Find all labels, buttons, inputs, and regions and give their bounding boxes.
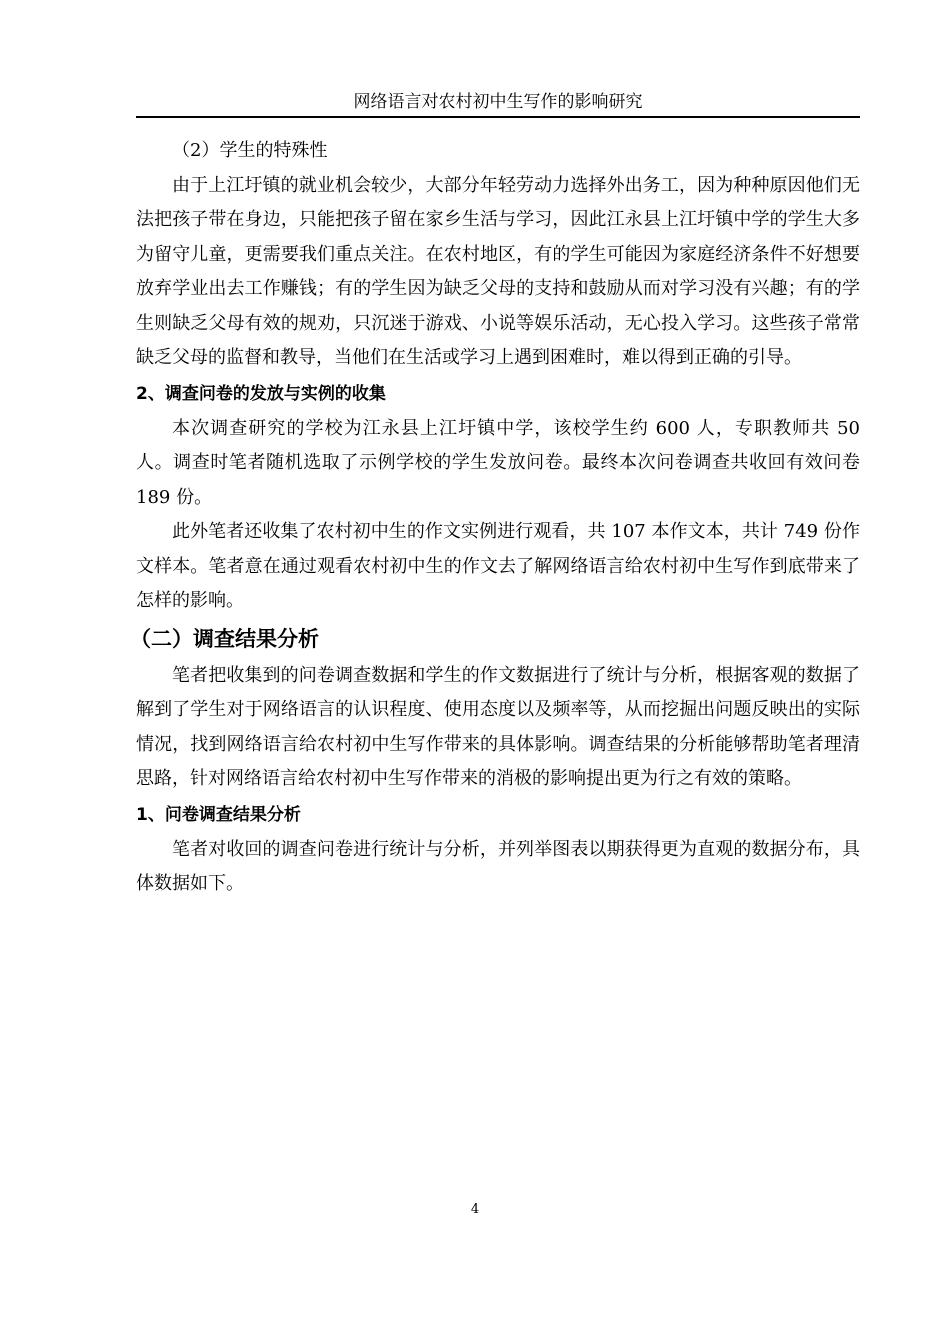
page-number: 4 xyxy=(470,1202,480,1217)
page-header xyxy=(136,88,860,118)
paragraph-results: 笔者对收回的调查问卷进行统计与分析，并列举图表以期获得更为直观的数据分布，具体数据如下。 xyxy=(136,838,860,894)
document-body xyxy=(130,134,860,902)
header-title: 网络语言对农村初中生写作的影响研究 xyxy=(353,92,643,112)
section-heading-results-analysis: （二）调查结果分析 xyxy=(130,626,319,651)
heading-questionnaire-results: 1、问卷调查结果分析 xyxy=(136,804,301,825)
heading-survey-distribution: 2、调查问卷的发放与实例的收集 xyxy=(136,383,386,404)
paragraph-samples: 此外笔者还收集了农村初中生的作文实例进行观看，共 107 本作文本，共计 749 份作文样本。笔者意在通过观看农村初中生的作文去了解网络语言给农村初中生写作到底带来了怎样的影响。 xyxy=(136,521,860,611)
item-label-student-specificity: （2）学生的特殊性 xyxy=(172,140,328,161)
paragraph-survey: 本次调查研究的学校为江永县上江圩镇中学，该校学生约 600 人，专职教师共 50 人。调查时笔者随机选取了示例学校的学生发放问卷。最终本次问卷调查共收回有效问卷 189 份。 xyxy=(136,417,860,508)
paragraph-analysis: 笔者把收集到的问卷调查数据和学生的作文数据进行了统计与分析，根据客观的数据了解到了学生对于网络语言的认识程度、使用态度以及频率等，从而挖掘出问题反映出的实际情况，找到网络语言给农村初中生写作带来的具体影响。调查结果的分析能够帮助笔者理清思路，针对网络语言给农村初中生写作带来的消极的影响提出更为行之有效的策略。 xyxy=(136,664,860,789)
paragraph-students: 由于上江圩镇的就业机会较少，大部分年轻劳动力选择外出务工，因为种种原因他们无法把孩子带在身边，只能把孩子留在家乡生活与学习，因此江永县上江圩镇中学的学生大多为留守儿童，更需要我们重点关注。在农村地区，有的学生可能因为家庭经济条件不好想要放弃学业出去工作赚钱；有的学生因为缺乏父母的支持和鼓励从而对学习没有兴趣；有的学生则缺乏父母有效的规劝，只沉迷于游戏、小说等娱乐活动，无心投入学习。这些孩子常常缺乏父母的监督和教导，当他们在生活或学习上遇到困难时，难以得到正确的引导。 xyxy=(136,174,860,368)
